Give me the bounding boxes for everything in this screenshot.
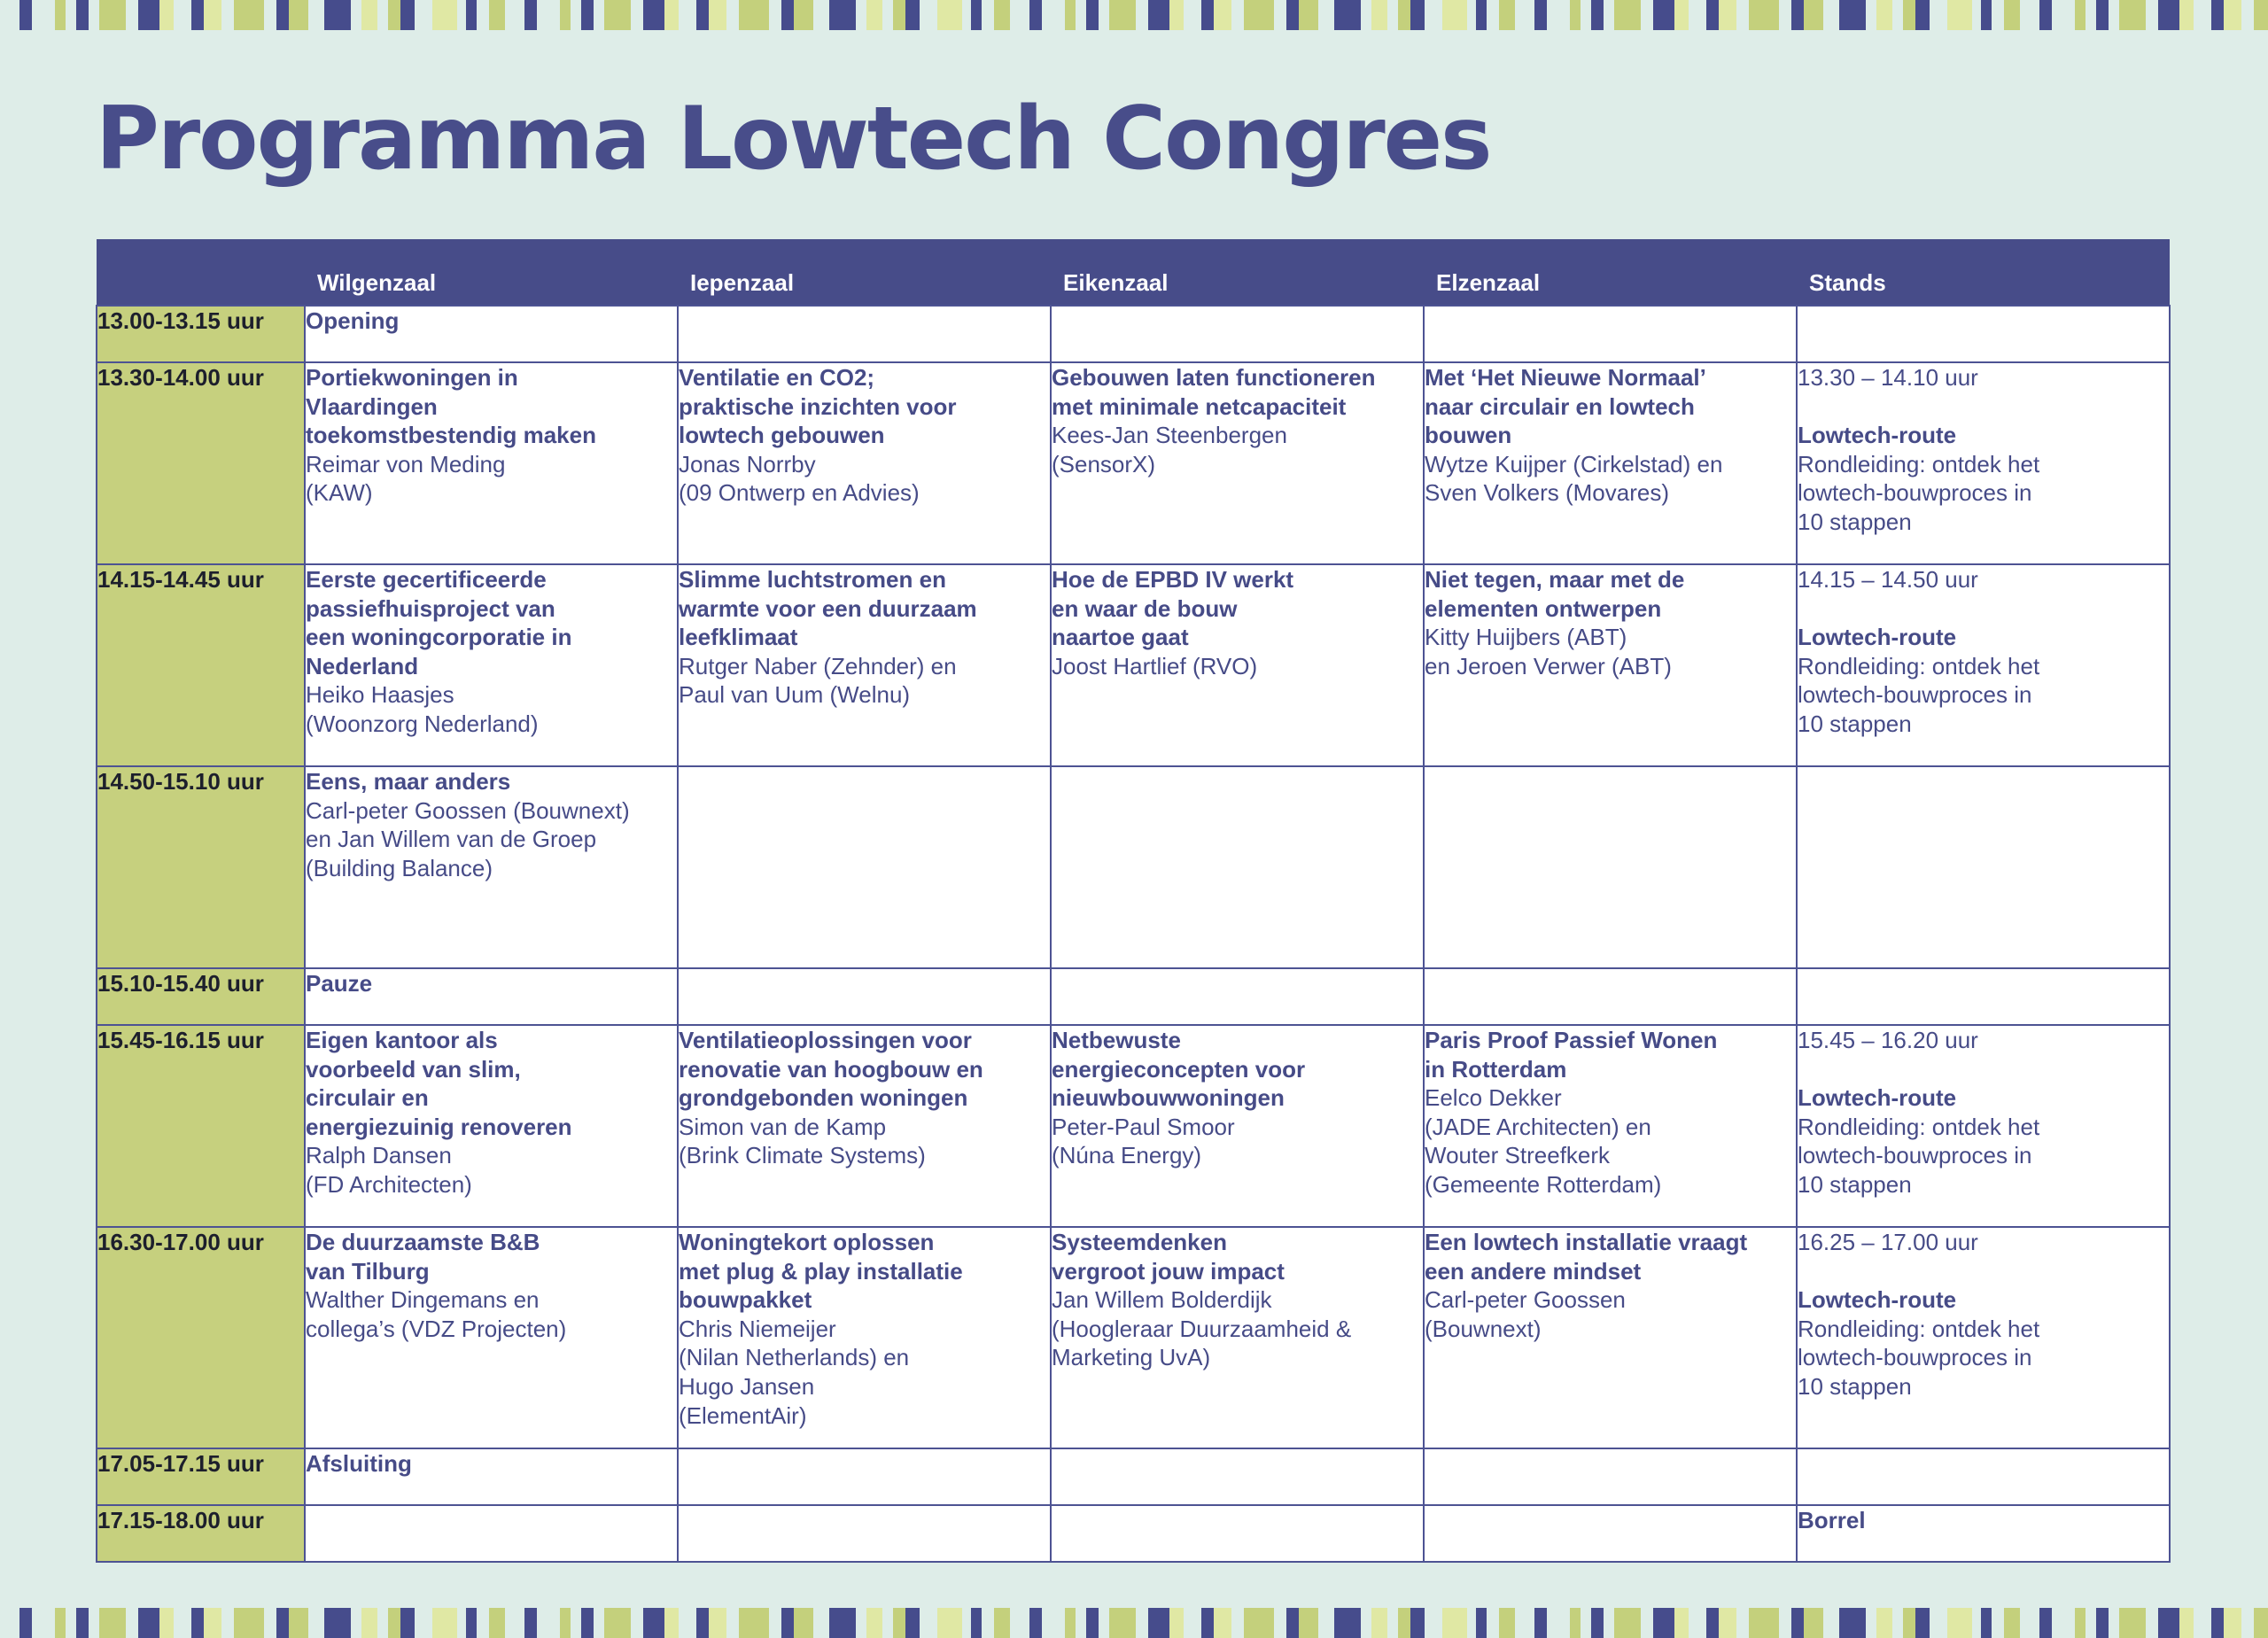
schedule-row: [97, 1025, 2170, 1227]
session-cell-wilgenzaal: [305, 306, 678, 362]
top-decorative-stripe: [0, 0, 2268, 30]
session-title: renovatie van hoogbouw en: [679, 1055, 983, 1083]
session-description: 10 stappen: [1798, 1170, 1912, 1198]
session-speaker: Wouter Streefkerk: [1425, 1142, 1611, 1169]
session-cell-wilgenzaal: [305, 968, 678, 1025]
session-cell-wilgenzaal: [305, 564, 678, 766]
session-title: Portiekwoningen in: [306, 364, 518, 391]
session-cell-stands: [1797, 1505, 2170, 1562]
header-elzenzaal: Elzenzaal: [1424, 239, 1797, 306]
spacer: [1798, 1055, 2169, 1084]
session-cell-iepenzaal: [678, 1505, 1051, 1562]
session-speaker: (Hoogleraar Duurzaamheid &: [1052, 1315, 1352, 1342]
spacer: [1798, 594, 2169, 624]
session-title: met plug & play installatie: [679, 1257, 963, 1285]
time-slot: 13.00-13.15 uur: [97, 306, 305, 362]
session-title: naar circulair en lowtech: [1425, 392, 1695, 420]
session-cell-elzenzaal: [1424, 1505, 1797, 1562]
session-speaker: Kitty Huijbers (ABT): [1425, 624, 1627, 651]
session-title: Netbewuste: [1052, 1027, 1181, 1053]
session-cell-eikenzaal: [1051, 1227, 1424, 1448]
session-speaker: Jan Willem Bolderdijk: [1052, 1286, 1272, 1314]
session-speaker: Eelco Dekker: [1425, 1084, 1562, 1112]
session-cell-iepenzaal: [678, 1448, 1051, 1505]
time-slot: 17.05-17.15 uur: [97, 1448, 305, 1505]
session-title: Pauze: [306, 970, 373, 997]
session-speaker: Jonas Norrby: [679, 450, 816, 477]
session-title: elementen ontwerpen: [1425, 594, 1662, 622]
session-title: nieuwbouwwoningen: [1052, 1084, 1285, 1112]
session-cell-elzenzaal: [1424, 1448, 1797, 1505]
time-slot: 17.15-18.00 uur: [97, 1505, 305, 1562]
session-speaker: Peter-Paul Smoor: [1052, 1113, 1235, 1140]
time-slot: 15.10-15.40 uur: [97, 968, 305, 1025]
stand-time: 13.30 – 14.10 uur: [1798, 364, 1978, 391]
session-title: Lowtech-route: [1798, 1286, 1957, 1314]
session-speaker: (SensorX): [1052, 450, 1156, 477]
session-title: Lowtech-route: [1798, 422, 1957, 449]
session-cell-iepenzaal: [678, 306, 1051, 362]
session-speaker: (KAW): [306, 479, 373, 507]
session-cell-elzenzaal: [1424, 766, 1797, 968]
session-title: Niet tegen, maar met de: [1425, 566, 1685, 593]
session-title: Systeemdenken: [1052, 1229, 1227, 1255]
session-speaker: Heiko Haasjes: [306, 681, 454, 709]
session-speaker: Walther Dingemans en: [306, 1286, 540, 1314]
session-title: energieconcepten voor: [1052, 1055, 1306, 1083]
session-cell-elzenzaal: [1424, 1025, 1797, 1227]
session-speaker: Ralph Dansen: [306, 1142, 452, 1169]
session-speaker: (Brink Climate Systems): [679, 1142, 926, 1169]
page-title: Programma Lowtech Congres: [96, 89, 1491, 190]
time-slot: 13.30-14.00 uur: [97, 362, 305, 564]
session-cell-iepenzaal: [678, 564, 1051, 766]
session-speaker: Rutger Naber (Zehnder) en: [679, 652, 957, 679]
session-cell-iepenzaal: [678, 766, 1051, 968]
session-title: bouwpakket: [679, 1286, 812, 1314]
session-title: Woningtekort oplossen: [679, 1229, 935, 1255]
table-header-row: [97, 239, 2170, 306]
session-cell-eikenzaal: [1051, 1448, 1424, 1505]
schedule-row: [97, 362, 2170, 564]
session-description: lowtech-bouwproces in: [1798, 1344, 2032, 1371]
session-title: Gebouwen laten functioneren: [1052, 364, 1376, 391]
session-title: lowtech gebouwen: [679, 422, 885, 449]
session-cell-eikenzaal: [1051, 306, 1424, 362]
session-title: Lowtech-route: [1798, 624, 1957, 651]
session-description: Rondleiding: ontdek het: [1798, 1113, 2040, 1140]
session-title: en waar de bouw: [1052, 594, 1238, 622]
session-cell-iepenzaal: [678, 968, 1051, 1025]
session-speaker: Reimar von Meding: [306, 450, 506, 477]
session-description: 10 stappen: [1798, 1372, 1912, 1400]
session-speaker: (FD Architecten): [306, 1170, 472, 1198]
session-cell-stands: [1797, 564, 2170, 766]
session-title: energiezuinig renoveren: [306, 1113, 572, 1140]
session-title: een andere mindset: [1425, 1257, 1642, 1285]
session-title: toekomstbestendig maken: [306, 422, 596, 449]
session-title: De duurzaamste B&B: [306, 1229, 540, 1255]
session-title: Nederland: [306, 652, 419, 679]
stand-time: 16.25 – 17.00 uur: [1798, 1229, 1978, 1255]
session-title: Eigen kantoor als: [306, 1027, 498, 1053]
session-description: 10 stappen: [1798, 710, 1912, 737]
session-title: praktische inzichten voor: [679, 392, 957, 420]
header-wilgenzaal: Wilgenzaal: [305, 239, 678, 306]
session-cell-stands: [1797, 1025, 2170, 1227]
session-cell-elzenzaal: [1424, 362, 1797, 564]
session-description: lowtech-bouwproces in: [1798, 1142, 2032, 1169]
session-speaker: Carl-peter Goossen (Bouwnext): [306, 796, 630, 824]
schedule-row: [97, 564, 2170, 766]
session-title: een woningcorporatie in: [306, 624, 572, 651]
spacer: [1798, 1257, 2169, 1286]
session-title: van Tilburg: [306, 1257, 430, 1285]
header-stands: Stands: [1797, 239, 2170, 306]
session-speaker: (Building Balance): [306, 854, 493, 881]
session-speaker: Hugo Jansen: [679, 1372, 815, 1400]
session-cell-stands: [1797, 766, 2170, 968]
session-speaker: en Jeroen Verwer (ABT): [1425, 652, 1672, 679]
session-title: Vlaardingen: [306, 392, 438, 420]
schedule-row: [97, 306, 2170, 362]
session-speaker: collega’s (VDZ Projecten): [306, 1315, 567, 1342]
schedule-row: [97, 766, 2170, 968]
session-cell-elzenzaal: [1424, 564, 1797, 766]
session-title: Eens, maar anders: [306, 768, 511, 795]
session-cell-wilgenzaal: [305, 1505, 678, 1562]
session-title: Ventilatie en CO2;: [679, 364, 875, 391]
schedule-row: [97, 1227, 2170, 1448]
session-cell-stands: [1797, 1448, 2170, 1505]
session-cell-wilgenzaal: [305, 1025, 678, 1227]
session-speaker: Joost Hartlief (RVO): [1052, 652, 1258, 679]
schedule-row: [97, 1505, 2170, 1562]
header-iepenzaal: Iepenzaal: [678, 239, 1051, 306]
session-title: Lowtech-route: [1798, 1084, 1957, 1112]
session-cell-iepenzaal: [678, 1025, 1051, 1227]
session-speaker: en Jan Willem van de Groep: [306, 826, 597, 853]
session-description: lowtech-bouwproces in: [1798, 479, 2032, 507]
session-title: passiefhuisproject van: [306, 594, 555, 622]
session-description: Rondleiding: ontdek het: [1798, 652, 2040, 679]
session-cell-elzenzaal: [1424, 1227, 1797, 1448]
session-cell-stands: [1797, 1227, 2170, 1448]
session-title: Afsluiting: [306, 1450, 412, 1477]
schedule-row: [97, 1448, 2170, 1505]
session-cell-stands: [1797, 306, 2170, 362]
session-title: warmte voor een duurzaam: [679, 594, 977, 622]
session-cell-stands: [1797, 362, 2170, 564]
session-cell-elzenzaal: [1424, 968, 1797, 1025]
session-title: Eerste gecertificeerde: [306, 566, 547, 593]
session-title: naartoe gaat: [1052, 624, 1189, 651]
spacer: [1798, 392, 2169, 422]
session-speaker: Carl-peter Goossen: [1425, 1286, 1626, 1314]
session-cell-iepenzaal: [678, 1227, 1051, 1448]
session-title: Opening: [306, 307, 400, 334]
session-title: Ventilatieoplossingen voor: [679, 1027, 972, 1053]
session-speaker: (Gemeente Rotterdam): [1425, 1170, 1662, 1198]
session-title: met minimale netcapaciteit: [1052, 392, 1347, 420]
schedule-row: [97, 968, 2170, 1025]
session-speaker: Wytze Kuijper (Cirkelstad) en: [1425, 450, 1723, 477]
program-table: [96, 239, 2171, 1563]
session-speaker: (Woonzorg Nederland): [306, 710, 539, 737]
session-speaker: (ElementAir): [679, 1401, 807, 1429]
session-title: Borrel: [1798, 1507, 1866, 1533]
time-slot: 16.30-17.00 uur: [97, 1227, 305, 1448]
session-speaker: (Bouwnext): [1425, 1315, 1542, 1342]
session-title: vergroot jouw impact: [1052, 1257, 1285, 1285]
session-title: grondgebonden woningen: [679, 1084, 968, 1112]
session-title: circulair en: [306, 1084, 429, 1112]
header-eikenzaal: Eikenzaal: [1051, 239, 1424, 306]
session-speaker: Chris Niemeijer: [679, 1315, 836, 1342]
session-cell-eikenzaal: [1051, 968, 1424, 1025]
session-cell-stands: [1797, 968, 2170, 1025]
session-cell-elzenzaal: [1424, 306, 1797, 362]
session-description: Rondleiding: ontdek het: [1798, 450, 2040, 477]
session-cell-wilgenzaal: [305, 1227, 678, 1448]
session-title: voorbeeld van slim,: [306, 1055, 521, 1083]
session-cell-eikenzaal: [1051, 1025, 1424, 1227]
session-speaker: (09 Ontwerp en Advies): [679, 479, 920, 507]
session-title: leefklimaat: [679, 624, 798, 651]
session-speaker: (Núna Energy): [1052, 1142, 1202, 1169]
session-cell-wilgenzaal: [305, 362, 678, 564]
session-cell-wilgenzaal: [305, 1448, 678, 1505]
session-speaker: Marketing UvA): [1052, 1344, 1211, 1371]
session-speaker: Simon van de Kamp: [679, 1113, 887, 1140]
session-description: 10 stappen: [1798, 508, 1912, 535]
session-cell-eikenzaal: [1051, 362, 1424, 564]
session-title: Een lowtech installatie vraagt: [1425, 1229, 1748, 1255]
session-speaker: (Nilan Netherlands) en: [679, 1344, 910, 1371]
session-speaker: Paul van Uum (Welnu): [679, 681, 911, 709]
session-speaker: Sven Volkers (Movares): [1425, 479, 1669, 507]
session-title: bouwen: [1425, 422, 1512, 449]
bottom-decorative-stripe: [0, 1608, 2268, 1638]
stand-time: 15.45 – 16.20 uur: [1798, 1027, 1978, 1053]
stand-time: 14.15 – 14.50 uur: [1798, 566, 1978, 593]
session-title: Met ‘Het Nieuwe Normaal’: [1425, 364, 1706, 391]
time-slot: 14.15-14.45 uur: [97, 564, 305, 766]
time-slot: 14.50-15.10 uur: [97, 766, 305, 968]
session-title: in Rotterdam: [1425, 1055, 1567, 1083]
header-time-blank: [97, 239, 305, 306]
session-description: lowtech-bouwproces in: [1798, 681, 2032, 709]
session-title: Hoe de EPBD IV werkt: [1052, 566, 1294, 593]
session-description: Rondleiding: ontdek het: [1798, 1315, 2040, 1342]
session-cell-wilgenzaal: [305, 766, 678, 968]
session-cell-eikenzaal: [1051, 564, 1424, 766]
session-title: Paris Proof Passief Wonen: [1425, 1027, 1718, 1053]
session-cell-eikenzaal: [1051, 1505, 1424, 1562]
time-slot: 15.45-16.15 uur: [97, 1025, 305, 1227]
session-speaker: (JADE Architecten) en: [1425, 1113, 1651, 1140]
session-title: Slimme luchtstromen en: [679, 566, 946, 593]
session-cell-iepenzaal: [678, 362, 1051, 564]
session-speaker: Kees-Jan Steenbergen: [1052, 422, 1287, 449]
session-cell-eikenzaal: [1051, 766, 1424, 968]
